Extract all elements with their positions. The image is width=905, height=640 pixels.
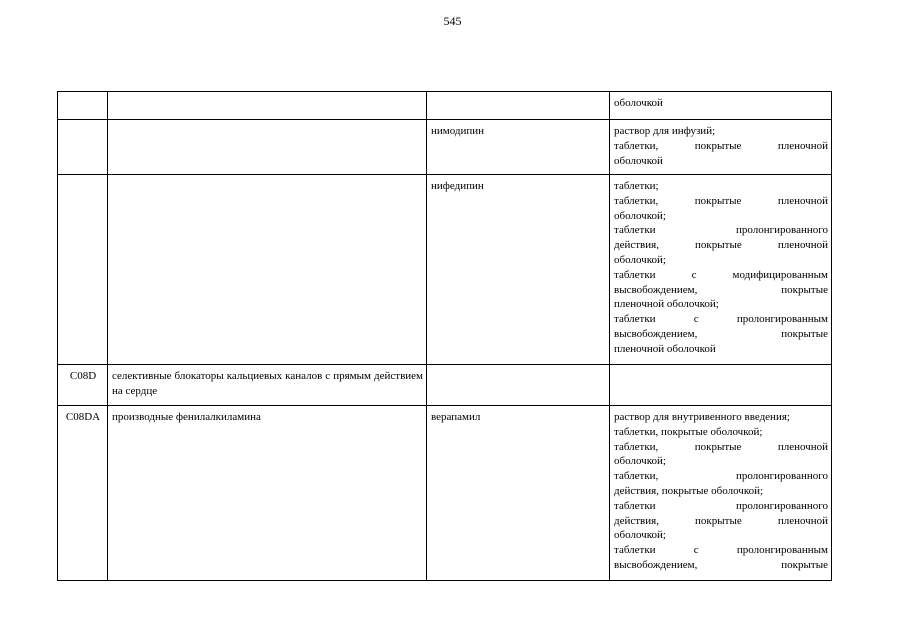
dosage-form-line: оболочкой; (614, 529, 666, 542)
dosage-form-line: пленочной оболочкой; (614, 298, 719, 311)
group-name-cell: производные фенилалкиламина (108, 406, 427, 581)
drug-name-cell: нимодипин (427, 120, 610, 175)
dosage-form-line: пленочной оболочкой (614, 342, 716, 355)
group-name-cell (108, 120, 427, 175)
dosage-form-line: высвобождением, покрытые (614, 283, 828, 296)
atc-code-cell: C08D (58, 365, 108, 406)
atc-code-cell (58, 120, 108, 175)
dosage-form-line: таблетки с модифицированным (614, 268, 828, 281)
drug-name-cell: верапамил (427, 406, 610, 581)
dosage-forms-cell (610, 406, 832, 581)
dosage-form-line: раствор для внутривенного введения; (614, 411, 790, 423)
dosage-form-line: таблетки с пролонгированным (614, 544, 828, 557)
dosage-form-line: оболочкой (614, 154, 663, 167)
table-row (58, 175, 832, 365)
dosage-form-line: раствор для инфузий; (614, 125, 716, 137)
table-row (58, 406, 832, 581)
group-name-cell (108, 92, 427, 120)
dosage-form-line: действия, покрытые оболочкой; (614, 484, 764, 497)
dosage-forms-cell (610, 175, 832, 365)
drug-name-cell (427, 365, 610, 406)
dosage-form-line: оболочкой (614, 97, 663, 109)
atc-code-cell (58, 175, 108, 365)
drug-name-cell (427, 92, 610, 120)
dosage-form-line: высвобождением, покрытые (614, 327, 828, 340)
table-row (58, 365, 832, 406)
dosage-form-line: действия, покрытые пленочной (614, 239, 828, 252)
dosage-form-line: таблетки пролонгированного (614, 224, 828, 237)
group-name-cell (108, 175, 427, 365)
dosage-form-line: таблетки, покрытые пленочной (614, 440, 828, 453)
dosage-form-line: действия, покрытые пленочной (614, 514, 828, 527)
atc-code-cell: C08DA (58, 406, 108, 581)
atc-code-cell (58, 92, 108, 120)
dosage-form-line: таблетки; (614, 180, 659, 192)
dosage-form-line: таблетки, покрытые пленочной (614, 194, 828, 207)
dosage-form-line: оболочкой; (614, 455, 666, 468)
dosage-form-line: оболочкой; (614, 209, 666, 222)
dosage-form-line: таблетки, покрытые пленочной (614, 139, 828, 152)
table-row (58, 120, 832, 175)
dosage-form-line: таблетки, пролонгированного (614, 470, 828, 483)
dosage-form-line: оболочкой; (614, 253, 666, 266)
dosage-forms-cell (610, 92, 832, 120)
group-name-cell: селективные блокаторы кальциевых каналов с прямым действием на сердце (108, 365, 427, 406)
drug-table (57, 91, 832, 581)
dosage-forms-cell (610, 120, 832, 175)
page-number: 545 (443, 14, 462, 28)
dosage-form-line: высвобождением, покрытые (614, 558, 828, 571)
dosage-form-line: таблетки с пролонгированным (614, 313, 828, 326)
dosage-form-line: таблетки пролонгированного (614, 499, 828, 512)
table-row (58, 92, 832, 120)
dosage-forms-cell (610, 365, 832, 406)
drug-name-cell: нифедипин (427, 175, 610, 365)
dosage-form-line: таблетки, покрытые оболочкой; (614, 425, 763, 438)
